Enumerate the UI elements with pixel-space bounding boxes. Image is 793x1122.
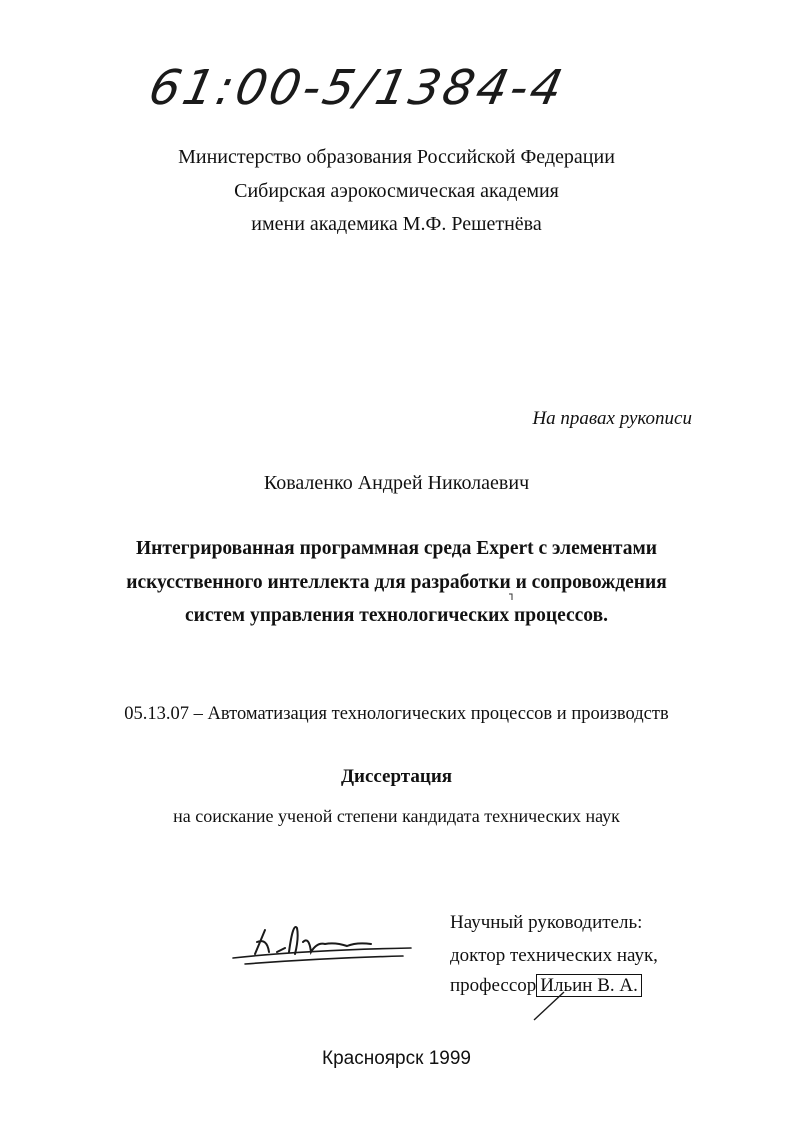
degree-line: на соискание ученой степени кандидата технических наук <box>173 806 620 826</box>
supervisor-rank: профессор <box>450 975 537 996</box>
title-line-3: систем управления технологических процессов. <box>185 605 608 626</box>
handwritten-archive-code: 61:00-5/1384-4 <box>144 60 571 116</box>
title-line-1: Интегрированная программная среда Expert с элементами <box>136 538 657 559</box>
specialty-code: 05.13.07 – Автоматизация технологических процессов и производств <box>124 704 669 724</box>
academy-name-line: имени академика М.Ф. Решетнёва <box>251 213 542 235</box>
city-year: Красноярск 1999 <box>322 1048 471 1069</box>
rights-note: На правах рукописи <box>532 408 692 429</box>
author-name: Коваленко Андрей Николаевич <box>263 472 530 494</box>
title-line-2: искусственного интеллекта для разработки и сопровождения <box>126 572 667 593</box>
author-signature <box>225 912 425 972</box>
stray-mark <box>508 592 514 602</box>
supervisor-name: Ильин В. А. <box>536 974 642 997</box>
supervisor-label: Научный руководитель: <box>450 912 643 933</box>
supervisor-pen-stroke <box>530 988 570 1024</box>
ministry-line: Министерство образования Российской Федерации <box>178 146 615 168</box>
supervisor-degree: доктор технических наук, <box>450 945 658 966</box>
document-type: Диссертация <box>340 766 453 787</box>
academy-line: Сибирская аэрокосмическая академия <box>234 180 559 202</box>
